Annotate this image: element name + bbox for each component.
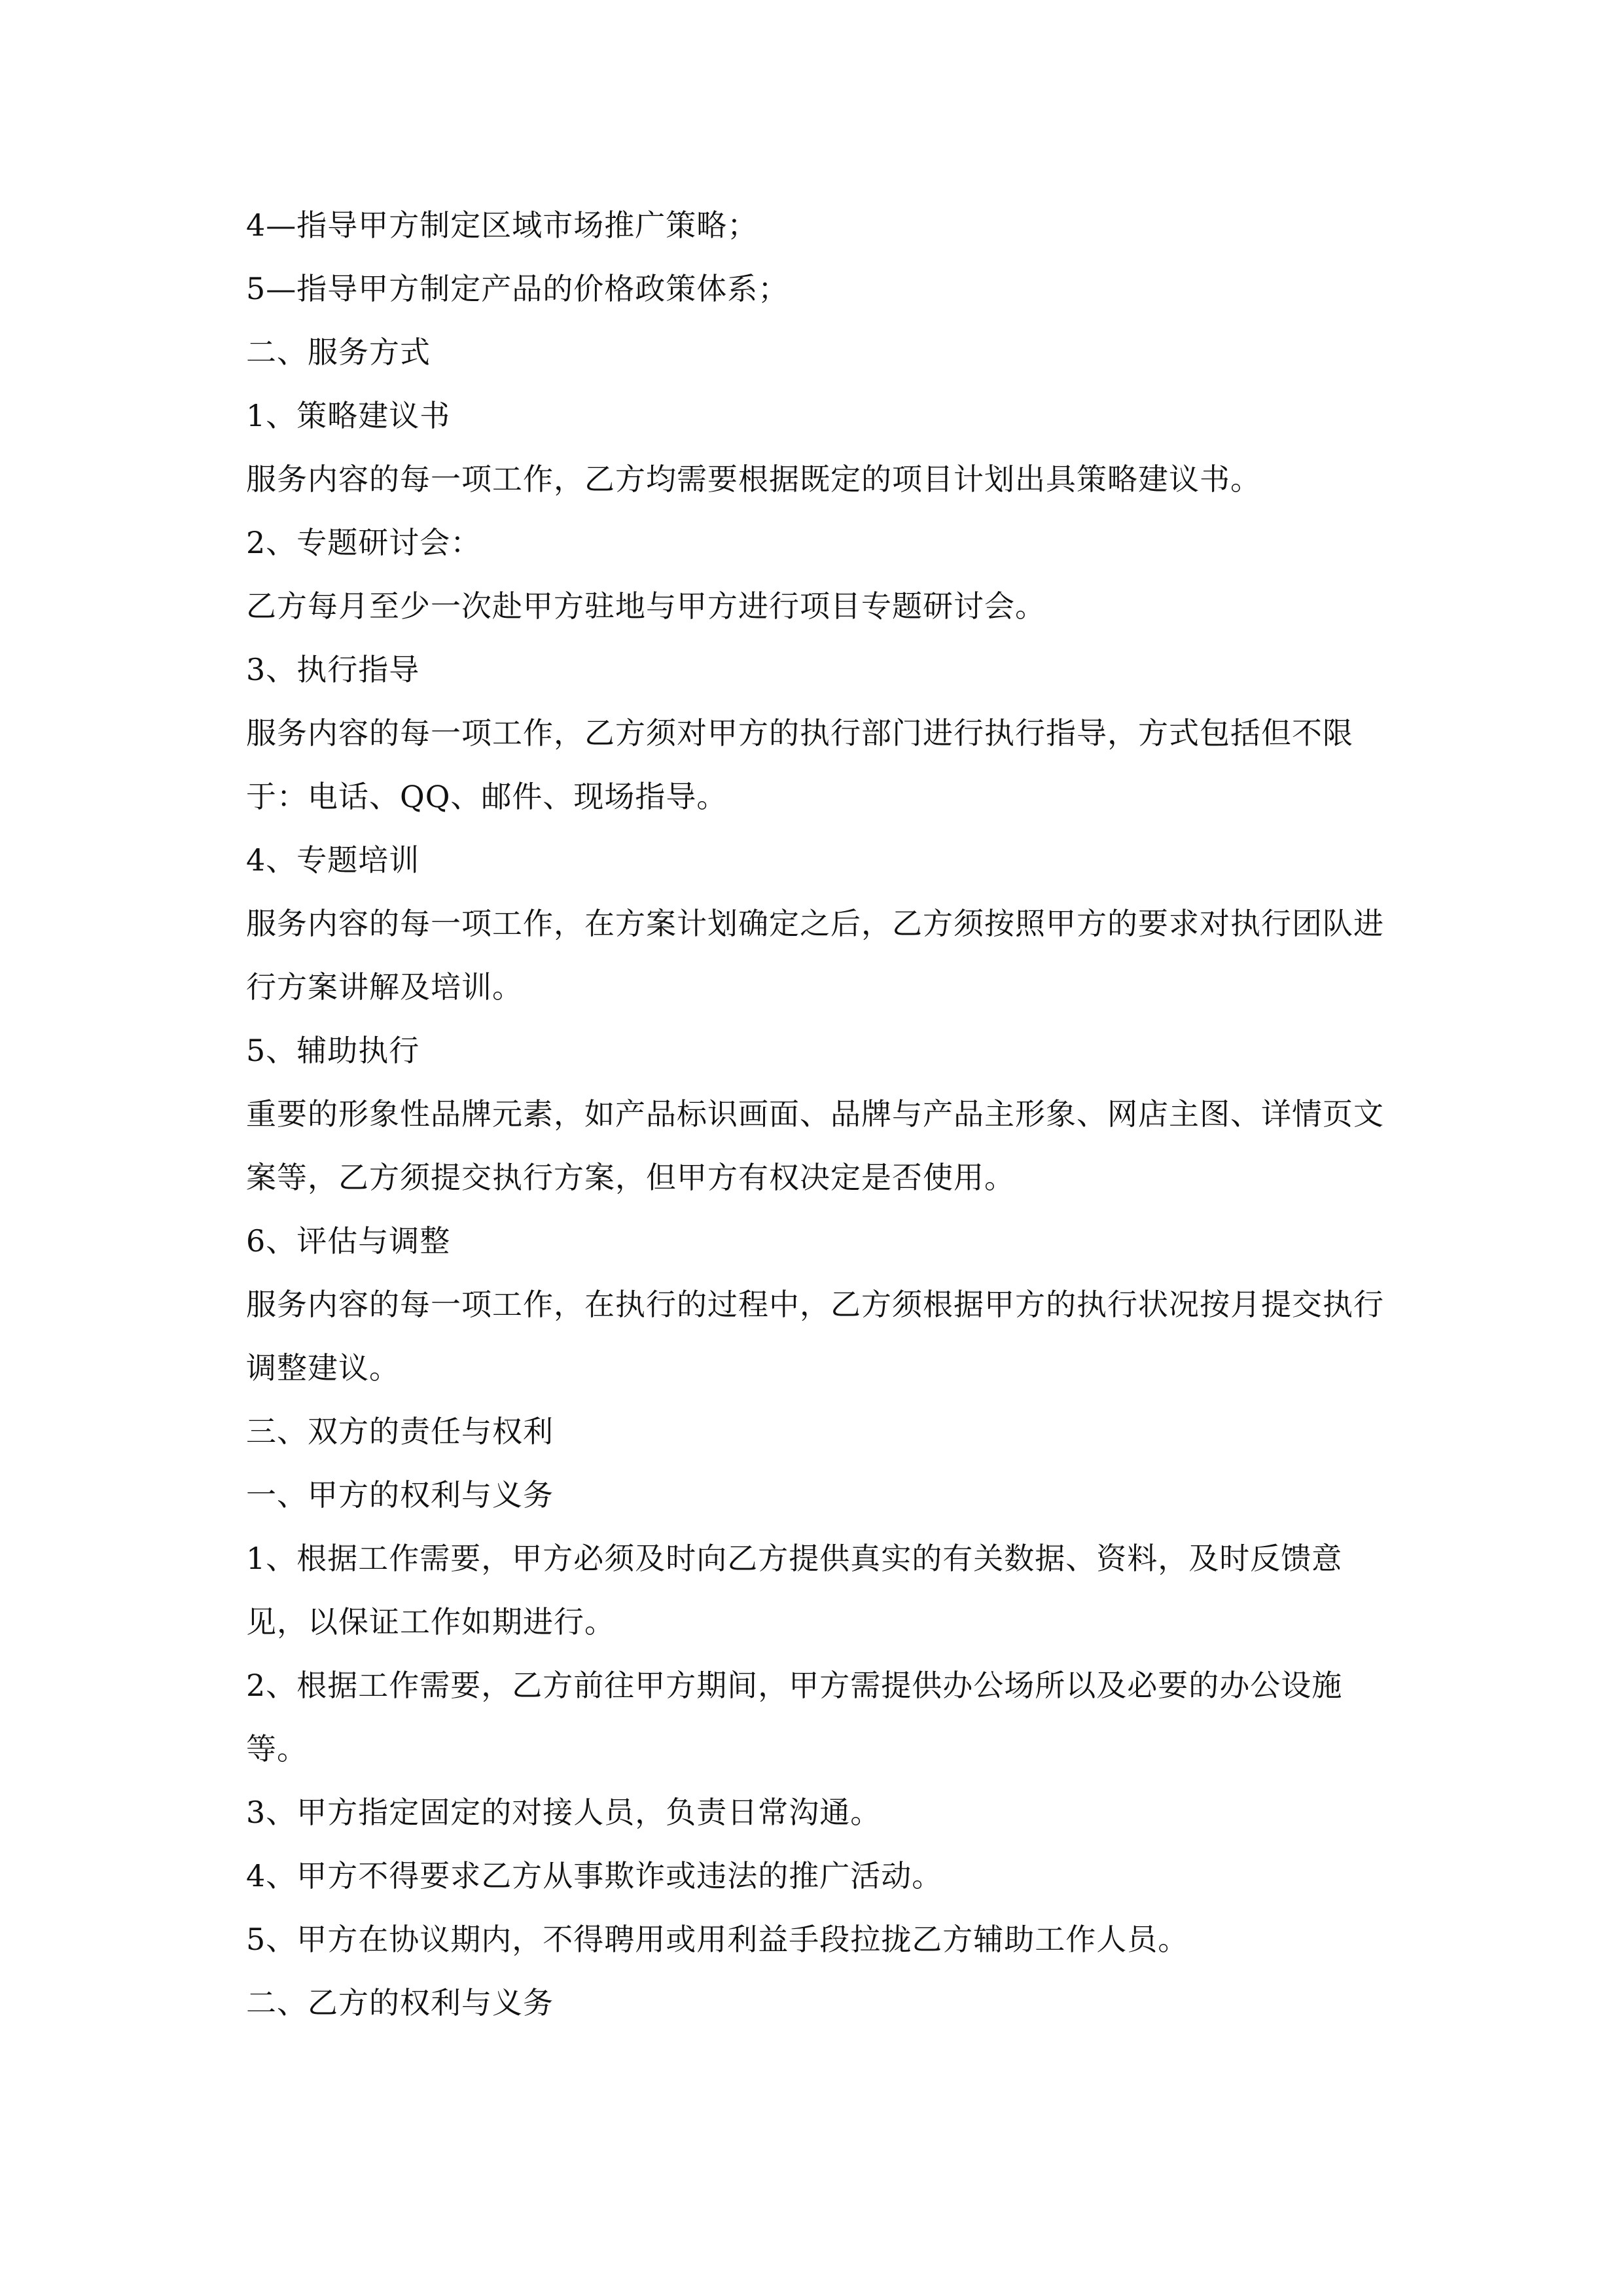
paragraph-party-a-5: 5、甲方在协议期内，不得聘用或用利益手段拉拢乙方辅助工作人员。 <box>246 1922 1189 1957</box>
subheading-proposal: 1、策略建议书 <box>246 398 451 433</box>
paragraph-party-a-1: 1、根据工作需要，甲方必须及时向乙方提供真实的有关数据、资料，及时反馈意见，以保证工作如期进行。 <box>246 1541 1343 1640</box>
subheading-assisted-execution: 5、辅助执行 <box>246 1033 420 1068</box>
paragraph-seminar: 乙方每月至少一次赴甲方驻地与甲方进行项目专题研讨会。 <box>246 588 1046 624</box>
subheading-seminar: 2、专题研讨会： <box>246 525 482 560</box>
list-item-strategy-4: 4—指导甲方制定区域市场推广策略； <box>246 207 758 243</box>
paragraph-proposal: 服务内容的每一项工作，乙方均需要根据既定的项目计划出具策略建议书。 <box>246 461 1261 497</box>
paragraph-training: 服务内容的每一项工作，在方案计划确定之后，乙方须按照甲方的要求对执行团队进行方案讲解及培训。 <box>246 906 1384 1005</box>
paragraph-party-a-4: 4、甲方不得要求乙方从事欺诈或违法的推广活动。 <box>246 1858 943 1893</box>
paragraph-party-a-3: 3、甲方指定固定的对接人员，负责日常沟通。 <box>246 1795 882 1830</box>
section-heading-service-mode: 二、服务方式 <box>246 334 431 370</box>
paragraph-party-a-2: 2、根据工作需要，乙方前往甲方期间，甲方需提供办公场所以及必要的办公设施等。 <box>246 1668 1343 1767</box>
list-item-strategy-5: 5—指导甲方制定产品的价格政策体系； <box>246 271 789 306</box>
subheading-training: 4、专题培训 <box>246 842 420 878</box>
section-heading-responsibilities: 三、双方的责任与权利 <box>246 1414 554 1449</box>
subheading-execution-guidance: 3、执行指导 <box>246 652 420 687</box>
document-body <box>246 194 1385 2035</box>
paragraph-evaluation: 服务内容的每一项工作，在执行的过程中，乙方须根据甲方的执行状况按月提交执行调整建议。 <box>246 1287 1384 1386</box>
subheading-evaluation: 6、评估与调整 <box>246 1223 451 1259</box>
paragraph-execution-guidance: 服务内容的每一项工作，乙方须对甲方的执行部门进行执行指导，方式包括但不限于：电话、QQ、邮件、现场指导。 <box>246 715 1353 814</box>
subheading-party-a-rights: 一、甲方的权利与义务 <box>246 1477 554 1513</box>
paragraph-assisted-execution: 重要的形象性品牌元素，如产品标识画面、品牌与产品主形象、网店主图、详情页文案等，乙方须提交执行方案，但甲方有权决定是否使用。 <box>246 1096 1384 1195</box>
subheading-party-b-rights: 二、乙方的权利与义务 <box>246 1985 554 2020</box>
